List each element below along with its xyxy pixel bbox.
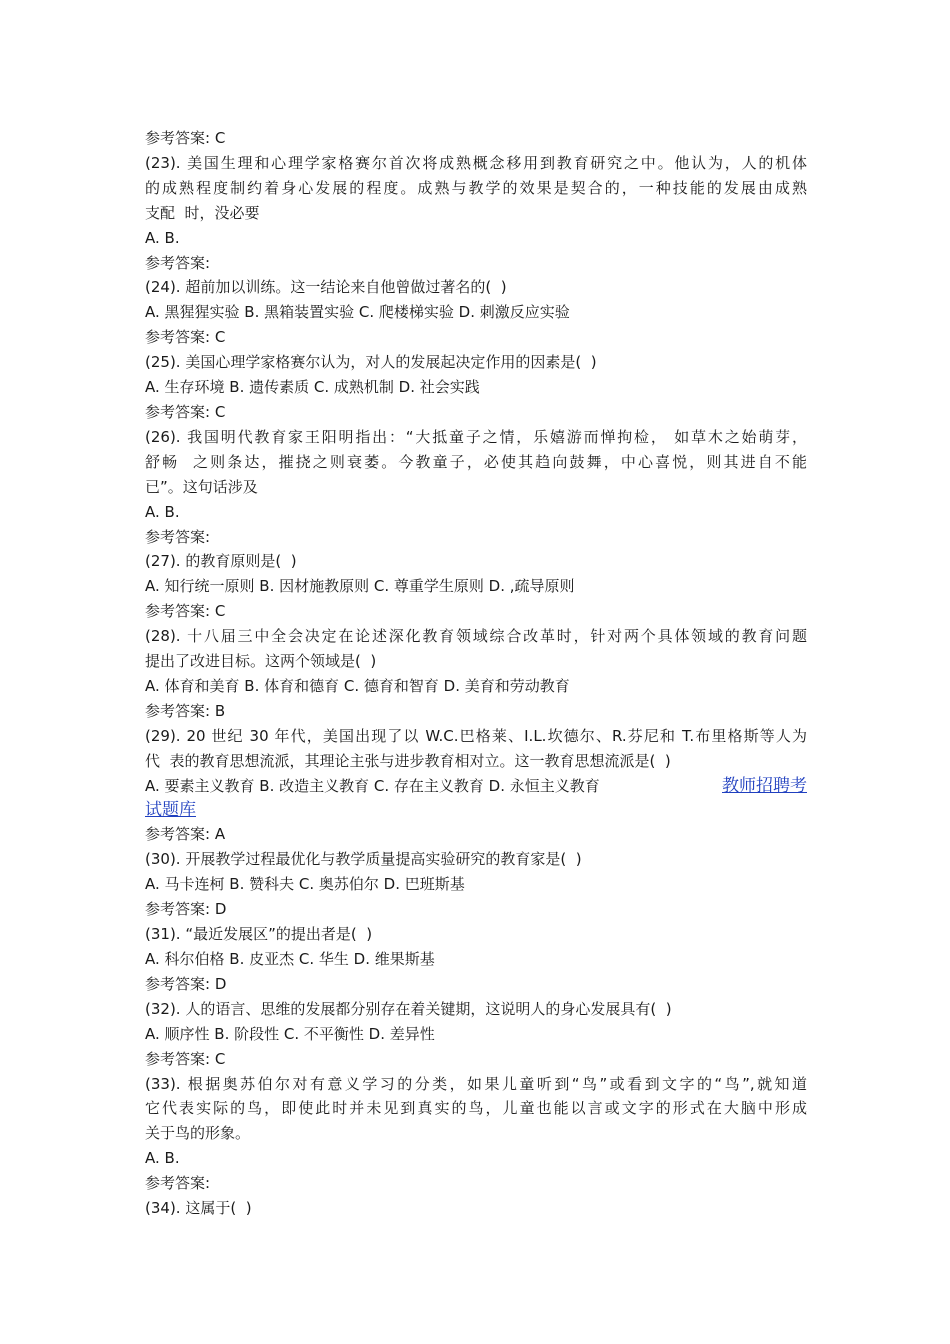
question-28-options: A. 体育和美育 B. 体育和德育 C. 德育和智育 D. 美育和劳动教育 xyxy=(145,676,570,695)
question-26-answer: 参考答案: xyxy=(145,527,211,546)
document-page xyxy=(145,126,807,1221)
question-29-line-2: 代 表的教育思想流派，其理论主张与进步教育相对立。这一教育思想流派是( ) xyxy=(145,751,671,770)
question-23-line-3: 支配 时，没必要 xyxy=(145,203,260,222)
question-33-answer: 参考答案: xyxy=(145,1174,211,1193)
question-29-line-1: (29). 20 世纪 30 年代，美国出现了以 W.C.巴格莱、I.L.坎德尔、R.芬尼和 T.布里格斯等人为 xyxy=(145,726,807,745)
exam-bank-link-continued[interactable]: 试题库 xyxy=(145,800,196,821)
exam-bank-link[interactable]: 教师招聘考 xyxy=(722,775,807,796)
question-26-options: A. B. xyxy=(145,502,180,521)
question-32-stem: (32). 人的语言、思维的发展都分别存在着关键期，这说明人的身心发展具有( ) xyxy=(145,999,672,1018)
question-30-answer: 参考答案: D xyxy=(145,900,227,919)
question-29-options: A. 要素主义教育 B. 改造主义教育 C. 存在主义教育 D. 永恒主义教育 xyxy=(145,776,600,795)
question-25-answer: 参考答案: C xyxy=(145,402,226,421)
question-26-line-1: (26). 我国明代教育家王阳明指出：“大抵童子之情，乐嬉游而惮拘检， 如草木之始萌芽， xyxy=(145,427,807,446)
question-30-stem: (30). 开展教学过程最优化与教学质量提高实验研究的教育家是( ) xyxy=(145,850,582,869)
question-33-line-2: 它代表实际的鸟，即使此时并未见到真实的鸟，儿童也能以言或文字的形式在大脑中形成 xyxy=(145,1099,807,1118)
question-26-line-2: 舒畅 之则条达，摧挠之则衰萎。今教童子，必使其趋向鼓舞，中心喜悦，则其进自不能 xyxy=(145,452,807,471)
question-25-stem: (25). 美国心理学家格赛尔认为，对人的发展起决定作用的因素是( ) xyxy=(145,353,597,372)
question-24-options: A. 黑猩猩实验 B. 黑箱装置实验 C. 爬楼梯实验 D. 刺激反应实验 xyxy=(145,303,570,322)
question-31-answer: 参考答案: D xyxy=(145,974,227,993)
question-33-line-1: (33). 根据奥苏伯尔对有意义学习的分类，如果儿童听到“鸟”或看到文字的“鸟”,就知道 xyxy=(145,1074,807,1093)
question-25-options: A. 生存环境 B. 遗传素质 C. 成熟机制 D. 社会实践 xyxy=(145,378,480,397)
question-32-options: A. 顺序性 B. 阶段性 C. 不平衡性 D. 差异性 xyxy=(145,1024,435,1043)
question-23-options: A. B. xyxy=(145,228,180,247)
question-24-answer: 参考答案: C xyxy=(145,328,226,347)
question-27-options: A. 知行统一原则 B. 因材施教原则 C. 尊重学生原则 D. ,疏导原则 xyxy=(145,577,575,596)
question-31-options: A. 科尔伯格 B. 皮亚杰 C. 华生 D. 维果斯基 xyxy=(145,950,435,968)
question-26-line-3: 已”。这句话涉及 xyxy=(145,477,258,496)
question-32-answer: 参考答案: C xyxy=(145,1049,226,1068)
answer-line: 参考答案: C xyxy=(145,129,226,147)
question-28-line-2: 提出了改进目标。这两个领域是( ) xyxy=(145,652,377,671)
question-27-answer: 参考答案: C xyxy=(145,602,226,621)
question-24-stem: (24). 超前加以训练。这一结论来自他曾做过著名的( ) xyxy=(145,278,507,297)
question-23-answer: 参考答案: xyxy=(145,253,211,272)
question-34-stem: (34). 这属于( ) xyxy=(145,1199,252,1218)
question-23-line-1: (23). 美国生理和心理学家格赛尔首次将成熟概念移用到教育研究之中。他认为，人的机体 xyxy=(145,153,807,172)
question-31-stem: (31). “最近发展区”的提出者是( ) xyxy=(145,925,373,944)
question-29-answer: 参考答案: A xyxy=(145,825,226,844)
question-33-line-3: 关于鸟的形象。 xyxy=(145,1124,251,1143)
question-30-options: A. 马卡连柯 B. 赞科夫 C. 奥苏伯尔 D. 巴班斯基 xyxy=(145,875,465,894)
question-28-answer: 参考答案: B xyxy=(145,701,226,720)
question-29-options-row xyxy=(145,774,807,799)
question-28-line-1: (28). 十八届三中全会决定在论述深化教育领域综合改革时，针对两个具体领域的教育问题 xyxy=(145,627,807,646)
question-27-stem: (27). 的教育原则是( ) xyxy=(145,552,297,571)
question-33-options: A. B. xyxy=(145,1149,180,1168)
question-23-line-2: 的成熟程度制约着身心发展的程度。成熟与教学的效果是契合的，一种技能的发展由成熟 xyxy=(145,178,807,197)
